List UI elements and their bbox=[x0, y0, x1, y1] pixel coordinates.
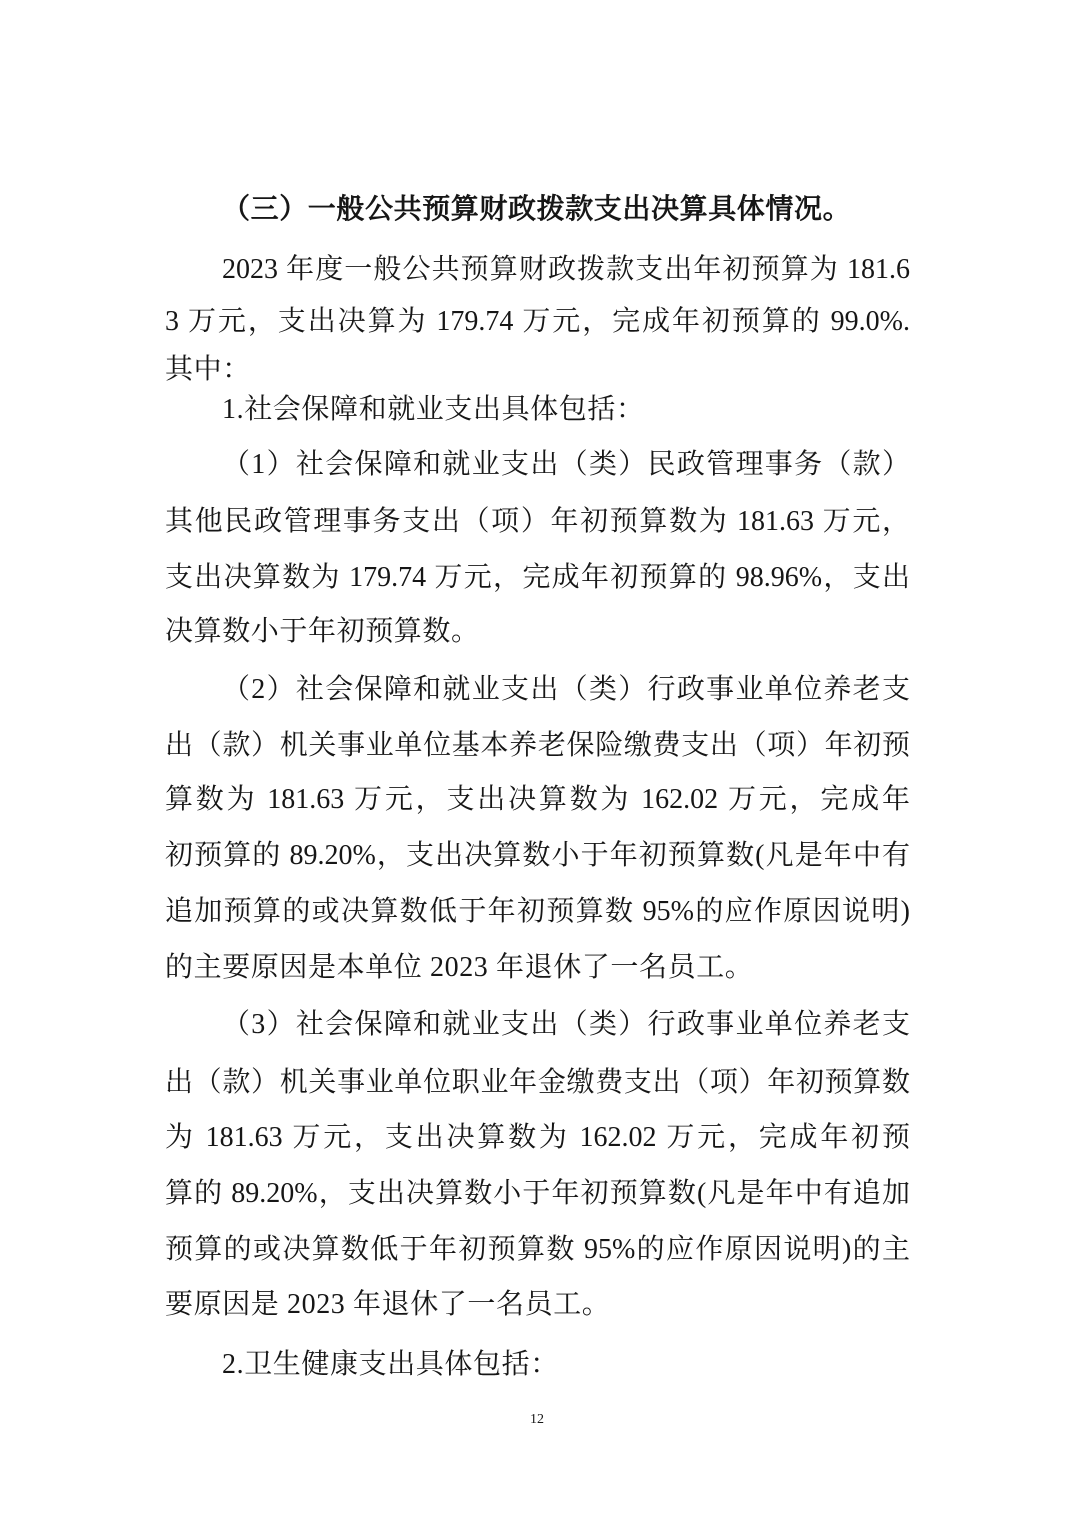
subheading-line: 1.社会保障和就业支出具体包括： bbox=[222, 394, 645, 425]
paragraph-line: 支出决算数为 179.74 万元，完成年初预算的 98.96%，支出 bbox=[165, 562, 910, 593]
subheading-line: 2.卫生健康支出具体包括： bbox=[222, 1349, 559, 1380]
paragraph-line: 算数为 181.63 万元，支出决算数为 162.02 万元，完成年 bbox=[165, 784, 910, 815]
paragraph-line: 预算的或决算数低于年初预算数 95%的应作原因说明)的主 bbox=[165, 1234, 910, 1265]
paragraph-line: （1）社会保障和就业支出（类）民政管理事务（款） bbox=[222, 449, 910, 480]
paragraph-line: （3）社会保障和就业支出（类）行政事业单位养老支 bbox=[222, 1009, 910, 1040]
paragraph-line: 其他民政管理事务支出（项）年初预算数为 181.63 万元， bbox=[165, 506, 910, 537]
paragraph-line: （2）社会保障和就业支出（类）行政事业单位养老支 bbox=[222, 674, 910, 705]
paragraph-line: 其中： bbox=[165, 354, 251, 385]
paragraph-line: 2023 年度一般公共预算财政拨款支出年初预算为 181.6 bbox=[222, 254, 910, 285]
paragraph-line: 初预算的 89.20%，支出决算数小于年初预算数(凡是年中有 bbox=[165, 840, 910, 871]
paragraph-line: 决算数小于年初预算数。 bbox=[165, 616, 480, 647]
section-heading: （三）一般公共预算财政拨款支出决算具体情况。 bbox=[222, 194, 852, 225]
paragraph-line: 要原因是 2023 年退休了一名员工。 bbox=[165, 1289, 611, 1320]
paragraph-line: 追加预算的或决算数低于年初预算数 95%的应作原因说明) bbox=[165, 896, 910, 927]
paragraph-line: 出（款）机关事业单位基本养老保险缴费支出（项）年初预 bbox=[165, 730, 910, 761]
paragraph-line: 3 万元，支出决算为 179.74 万元，完成年初预算的 99.0%. bbox=[165, 306, 910, 337]
paragraph-line: 为 181.63 万元，支出决算数为 162.02 万元，完成年初预 bbox=[165, 1122, 910, 1153]
page-number: 12 bbox=[530, 1412, 544, 1427]
paragraph-line: 的主要原因是本单位 2023 年退休了一名员工。 bbox=[165, 952, 754, 983]
paragraph-line: 算的 89.20%，支出决算数小于年初预算数(凡是年中有追加 bbox=[165, 1178, 910, 1209]
paragraph-line: 出（款）机关事业单位职业年金缴费支出（项）年初预算数 bbox=[165, 1067, 910, 1098]
